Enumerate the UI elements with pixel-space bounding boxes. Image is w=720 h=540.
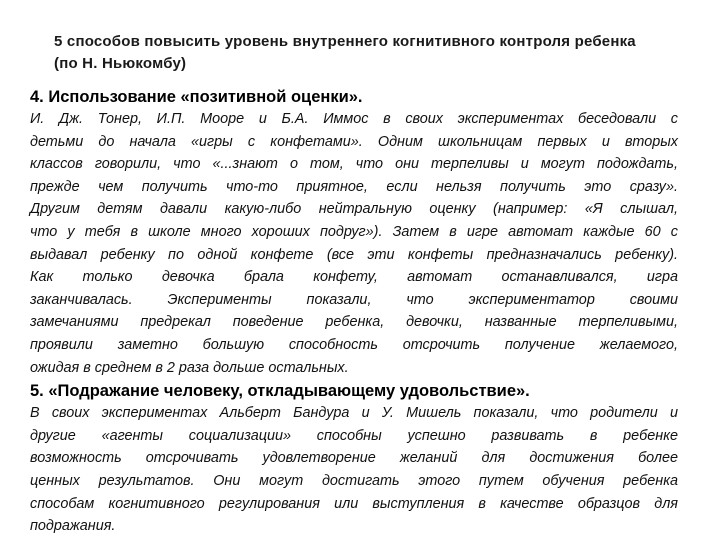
paragraph-line: ценных результатов. Они могут достигать этого путем обучения ребенка	[30, 472, 678, 489]
paragraph-line: другие «агенты социализации» способны успешно развивать в ребенке	[30, 427, 678, 444]
paragraph-line: Как только девочка брала конфету, автомат останавливался, игра	[30, 269, 678, 286]
paragraph-line: классов говорили, что «...знают о том, что они терпеливы и могут подождать,	[30, 156, 678, 173]
paragraph-line: детьми до начала «игры с конфетами». Одним школьницам первых и вторых	[30, 133, 678, 150]
paragraph-line: подражания.	[30, 518, 116, 535]
section-4-heading: 4. Использование «позитивной оценки».	[30, 88, 363, 106]
paragraph-line: проявили заметно большую способность отсрочить получение желаемого,	[30, 336, 678, 353]
section-4-paragraph	[30, 108, 678, 379]
paragraph-line: выдавал ребенку по одной конфете (все эти конфеты предназначались ребенку).	[30, 246, 678, 263]
paragraph-line: ожидая в среднем в 2 раза дольше остальных.	[30, 359, 349, 376]
paragraph-line: заканчивалась. Эксперименты показали, что экспериментатор своими	[30, 291, 678, 308]
paragraph-line: прежде чем получить что-то приятное, если нельзя получить это сразу».	[30, 178, 678, 195]
paragraph-line: что у тебя в школе много хороших подруг»). Затем в игре автомат каждые 60 с	[30, 223, 678, 240]
slide-body	[30, 86, 678, 538]
paragraph-line: Другим детям давали какую-либо нейтральную оценку (например: «Я слышал,	[30, 201, 678, 218]
paragraph-line: возможность отсрочивать удовлетворение желаний для достижения более	[30, 450, 678, 467]
slide-title-line-1: 5 способов повысить уровень внутреннего когнитивного контроля ребенка	[54, 33, 636, 50]
paragraph-line: способам когнитивного регулирования или выступления в качестве образцов для	[30, 495, 678, 512]
section-5-paragraph	[30, 402, 678, 538]
section-5-heading: 5. «Подражание человеку, откладывающему удовольствие».	[30, 382, 530, 401]
paragraph-line: В своих экспериментах Альберт Бандура и У. Мишель показали, что родители и	[30, 405, 678, 422]
paragraph-line: замечаниями предрекал поведение ребенка, девочки, названные терпеливыми,	[30, 314, 678, 331]
slide-title-line-2: (по Н. Ньюкомбу)	[54, 55, 187, 72]
slide-title	[54, 31, 674, 75]
paragraph-line: И. Дж. Тонер, И.П. Мооре и Б.А. Иммос в своих экспериментах беседовали с	[30, 111, 678, 127]
